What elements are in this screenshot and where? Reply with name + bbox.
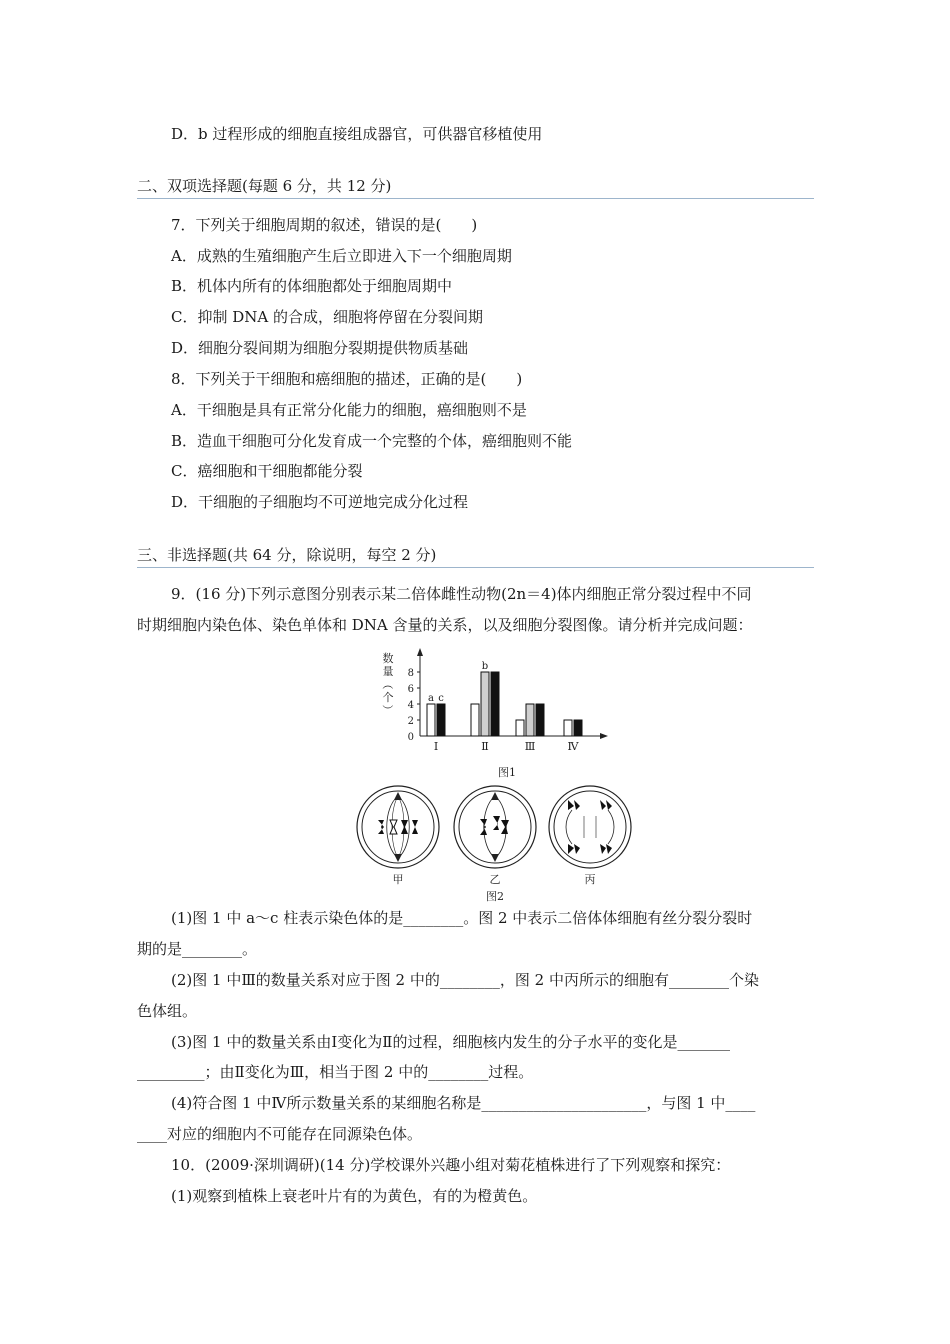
figure-1-bars	[427, 672, 582, 736]
cell-label-yi: 乙	[489, 873, 501, 886]
q9-sub4-line-2: ____对应的细胞内不可能存在同源染色体。	[137, 1125, 423, 1143]
figure-1-bar-b	[526, 704, 534, 736]
figure-1-caption: 图1	[498, 766, 516, 779]
cell-label-bing: 丙	[584, 873, 596, 886]
figure-1-x-arrow	[600, 733, 608, 739]
figure-1-x-tick-label: Ⅳ	[567, 740, 579, 753]
figure-2-cells	[350, 780, 640, 905]
figure-1-chart	[380, 648, 620, 783]
figure-1-ylabel-char: （	[381, 678, 394, 690]
q6-option-d: D．b 过程形成的细胞直接组成器官，可供器官移植使用	[171, 125, 543, 143]
q9-sub4-line-1: (4)符合图 1 中Ⅳ所示数量关系的某细胞名称是______________________，与图 1 中____	[171, 1094, 756, 1112]
q9-sub3-line-2: _________；由Ⅱ变化为Ⅲ，相当于图 2 中的________过程。	[137, 1063, 534, 1081]
section-2-title: 二、双项选择题(每题 6 分，共 12 分)	[137, 177, 392, 195]
figure-1-series-labels	[428, 661, 488, 704]
q8-option-c: C．癌细胞和干细胞都能分裂	[171, 462, 363, 480]
q8-option-b: B．造血干细胞可分化发育成一个完整的个体，癌细胞则不能	[171, 432, 573, 450]
figure-1-y-tick-label: 8	[407, 668, 414, 679]
q7-option-d: D．细胞分裂间期为细胞分裂期提供物质基础	[171, 339, 469, 357]
figure-1-bar-c	[437, 704, 445, 736]
figure-1-ylabel-char: 个	[382, 691, 394, 704]
figure-1-ylabel-char: 数	[382, 652, 394, 665]
figure-1-bar-c	[536, 704, 544, 736]
figure-1-y-tick-label: 4	[407, 700, 414, 711]
figure-1-bar-c	[574, 720, 582, 736]
q9-sub1-line-1: (1)图 1 中 a～c 柱表示染色体的是________。图 2 中表示二倍体体细胞有丝分裂分裂时	[171, 909, 753, 927]
q7-stem: 7．下列关于细胞周期的叙述，错误的是( )	[171, 216, 478, 234]
q10-sub1: (1)观察到植株上衰老叶片有的为黄色，有的为橙黄色。	[171, 1187, 538, 1205]
figure-1-ylabel-char: 量	[382, 665, 394, 678]
figure-1-bar-a	[427, 704, 435, 736]
figure-1-y-tick-label: 0	[407, 732, 414, 743]
figure-1-series-label: c	[438, 693, 444, 704]
figure-1-yticks	[408, 668, 420, 743]
q7-option-c: C．抑制 DNA 的合成，细胞将停留在分裂间期	[171, 308, 483, 326]
figure-1-xticks	[434, 740, 580, 753]
figure-1-bar-a	[471, 704, 479, 736]
section-3-divider	[137, 567, 814, 568]
figure-1-series-label: a	[428, 693, 434, 704]
figure-1-bar-b	[481, 672, 489, 736]
q9-stem-line-1: 9．(16 分)下列示意图分别表示某二倍体雌性动物(2n＝4)体内细胞正常分裂过程中不同	[171, 585, 752, 603]
cell-bing	[549, 786, 631, 868]
figure-1-bar-a	[516, 720, 524, 736]
figure-1-y-tick-label: 6	[407, 684, 414, 695]
q9-stem-line-2: 时期细胞内染色体、染色单体和 DNA 含量的关系，以及细胞分裂图像。请分析并完成问题：	[137, 616, 753, 634]
figure-1-y-arrow	[417, 648, 423, 656]
figure-1-x-tick-label: Ⅱ	[481, 740, 489, 753]
q9-sub2-line-1: (2)图 1 中Ⅲ的数量关系对应于图 2 中的________，图 2 中丙所示的细胞有________个染	[171, 971, 759, 989]
cell-jia	[357, 786, 439, 868]
q7-option-a: A．成熟的生殖细胞产生后立即进入下一个细胞周期	[171, 247, 512, 265]
figure-2-caption: 图2	[486, 890, 504, 903]
figure-1-x-tick-label: Ⅲ	[524, 740, 536, 753]
q8-option-a: A．干细胞是具有正常分化能力的细胞，癌细胞则不是	[171, 401, 527, 419]
figure-1-bar-c	[491, 672, 499, 736]
cell-yi	[454, 786, 536, 868]
q8-stem: 8．下列关于干细胞和癌细胞的描述，正确的是( )	[171, 370, 523, 388]
figure-1-y-tick-label: 2	[407, 716, 414, 727]
figure-1-x-tick-label: Ⅰ	[433, 740, 439, 753]
figure-1-bar-a	[564, 720, 572, 736]
q9-sub1-line-2: 期的是________。	[137, 940, 258, 958]
q10-stem: 10．(2009·深圳调研)(14 分)学校课外兴趣小组对菊花植株进行了下列观察和探究：	[171, 1156, 731, 1174]
q9-sub3-line-1: (3)图 1 中的数量关系由Ⅰ变化为Ⅱ的过程，细胞核内发生的分子水平的变化是_______	[171, 1033, 730, 1051]
figure-1-ylabel-char: ）	[381, 704, 394, 716]
figure-1-series-label: b	[481, 661, 489, 672]
q8-option-d: D．干细胞的子细胞均不可逆地完成分化过程	[171, 493, 469, 511]
section-2-divider	[137, 198, 814, 199]
figure-1-ylabel	[381, 651, 394, 716]
q7-option-b: B．机体内所有的体细胞都处于细胞周期中	[171, 277, 453, 295]
section-3-title: 三、非选择题(共 64 分，除说明，每空 2 分)	[137, 546, 437, 564]
cell-label-jia: 甲	[392, 873, 404, 886]
q9-sub2-line-2: 色体组。	[137, 1002, 198, 1020]
